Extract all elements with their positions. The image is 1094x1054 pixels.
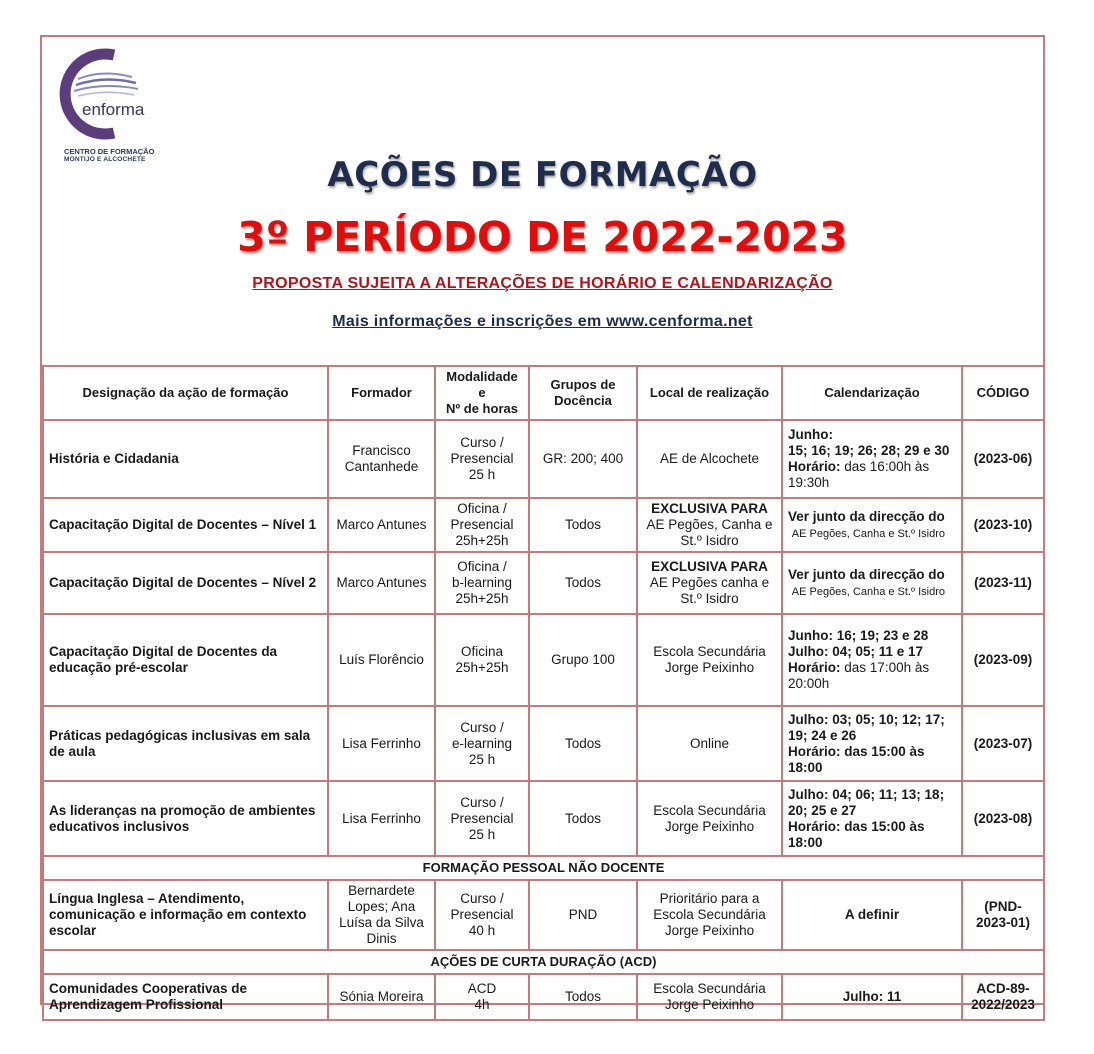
- table-row: [43, 880, 1044, 950]
- info-link[interactable]: Mais informações e inscrições em www.cenforma.net: [332, 313, 753, 330]
- logo-line1: CENTRO DE FORMAÇÃO: [64, 147, 155, 156]
- cell-calendarizacao: Junho: 15; 16; 19; 26; 28; 29 e 30 Horário: das 16:00h às 19:30h: [782, 420, 962, 498]
- logo-brand-text: enforma: [82, 100, 145, 119]
- cell-local: Escola Secundária Jorge Peixinho: [637, 614, 782, 706]
- cell-modalidade: Oficina / Presencial 25h+25h: [435, 498, 529, 552]
- cell-modalidade: Oficina 25h+25h: [435, 614, 529, 706]
- cell-local: Online: [637, 706, 782, 781]
- cell-codigo: (2023-07): [962, 706, 1044, 781]
- training-table: [42, 365, 1045, 1021]
- period-title: 3º PERÍODO DE 2022-2023: [237, 213, 848, 261]
- section-title-acd: AÇÕES DE CURTA DURAÇÃO (ACD): [43, 950, 1044, 974]
- cell-grupos: Todos: [529, 498, 637, 552]
- cell-modalidade: Curso / e-learning 25 h: [435, 706, 529, 781]
- cell-codigo: (2023-11): [962, 552, 1044, 614]
- cell-grupos: Grupo 100: [529, 614, 637, 706]
- cell-modalidade: Oficina / b-learning 25h+25h: [435, 552, 529, 614]
- cell-modalidade: Curso / Presencial 40 h: [435, 880, 529, 950]
- col-modalidade: Modalidade e Nº de horas: [435, 366, 529, 420]
- cell-codigo: (PND-2023-01): [962, 880, 1044, 950]
- cell-calendarizacao: Julho: 03; 05; 10; 12; 17; 19; 24 e 26 Horário: das 15:00 às 18:00: [782, 706, 962, 781]
- document-frame: [40, 35, 1045, 1012]
- cell-codigo: (2023-08): [962, 781, 1044, 856]
- table-row: [43, 552, 1044, 614]
- cell-designacao: Capacitação Digital de Docentes – Nível 1: [43, 498, 328, 552]
- section-row-pnd: [43, 856, 1044, 880]
- col-designacao: Designação da ação de formação: [43, 366, 328, 420]
- cell-codigo: (2023-10): [962, 498, 1044, 552]
- cell-grupos: Todos: [529, 706, 637, 781]
- cell-local: Escola Secundária Jorge Peixinho: [637, 974, 782, 1020]
- cell-calendarizacao: A definir: [782, 880, 962, 950]
- cell-designacao: Língua Inglesa – Atendimento, comunicação e informação em contexto escolar: [43, 880, 328, 950]
- section-title-pnd: FORMAÇÃO PESSOAL NÃO DOCENTE: [43, 856, 1044, 880]
- cell-local: Escola Secundária Jorge Peixinho: [637, 781, 782, 856]
- table-row: [43, 614, 1044, 706]
- logo-line2: MONTIJO E ALCOCHETE: [64, 156, 146, 163]
- cenforma-logo: [52, 45, 155, 163]
- cell-formador: Luís Florêncio: [328, 614, 435, 706]
- cell-formador: Sónia Moreira: [328, 974, 435, 1020]
- cell-designacao: Capacitação Digital de Docentes – Nível 2: [43, 552, 328, 614]
- table-row: [43, 420, 1044, 498]
- header: [42, 37, 1043, 367]
- cell-calendarizacao: Junho: 16; 19; 23 e 28 Julho: 04; 05; 11 e 17 Horário: das 17:00h às 20:00h: [782, 614, 962, 706]
- cell-formador: Marco Antunes: [328, 552, 435, 614]
- cell-formador: Lisa Ferrinho: [328, 781, 435, 856]
- table-row: [43, 706, 1044, 781]
- table-row: [43, 781, 1044, 856]
- cell-formador: Francisco Cantanhede: [328, 420, 435, 498]
- cell-local: AE de Alcochete: [637, 420, 782, 498]
- cell-grupos: Todos: [529, 974, 637, 1020]
- cell-calendarizacao: Julho: 04; 06; 11; 13; 18; 20; 25 e 27 Horário: das 15:00 às 18:00: [782, 781, 962, 856]
- col-calendarizacao: Calendarização: [782, 366, 962, 420]
- notice-text: PROPOSTA SUJEITA A ALTERAÇÕES DE HORÁRIO E CALENDARIZAÇÃO: [252, 275, 833, 292]
- cell-designacao: Comunidades Cooperativas de Aprendizagem Profissional: [43, 974, 328, 1020]
- cell-modalidade: Curso / Presencial 25 h: [435, 420, 529, 498]
- cell-modalidade: Curso / Presencial 25 h: [435, 781, 529, 856]
- cell-grupos: GR: 200; 400: [529, 420, 637, 498]
- cell-calendarizacao: Ver junto da direcção do AE Pegões, Canha e St.º Isidro: [782, 498, 962, 552]
- cell-local: EXCLUSIVA PARA AE Pegões, Canha e St.º Isidro: [637, 498, 782, 552]
- cell-modalidade: ACD 4h: [435, 974, 529, 1020]
- cell-codigo: ACD-89-2022/2023: [962, 974, 1044, 1020]
- section-row-acd: [43, 950, 1044, 974]
- cell-local: EXCLUSIVA PARA AE Pegões canha e St.º Isidro: [637, 552, 782, 614]
- col-grupos: Grupos de Docência: [529, 366, 637, 420]
- cell-grupos: Todos: [529, 552, 637, 614]
- cell-grupos: Todos: [529, 781, 637, 856]
- cell-calendarizacao: Ver junto da direcção do AE Pegões, Canha e St.º Isidro: [782, 552, 962, 614]
- cell-formador: Bernardete Lopes; Ana Luísa da Silva Dinis: [328, 880, 435, 950]
- col-codigo: CÓDIGO: [962, 366, 1044, 420]
- table-header-row: [43, 366, 1044, 420]
- cell-designacao: As lideranças na promoção de ambientes educativos inclusivos: [43, 781, 328, 856]
- col-local: Local de realização: [637, 366, 782, 420]
- page-title: AÇÕES DE FORMAÇÃO: [327, 155, 758, 195]
- cell-calendarizacao: Julho: 11: [782, 974, 962, 1020]
- cell-formador: Marco Antunes: [328, 498, 435, 552]
- cell-codigo: (2023-09): [962, 614, 1044, 706]
- cell-designacao: Práticas pedagógicas inclusivas em sala de aula: [43, 706, 328, 781]
- cell-local: Prioritário para a Escola Secundária Jorge Peixinho: [637, 880, 782, 950]
- table-row: [43, 498, 1044, 552]
- cell-designacao: Capacitação Digital de Docentes da educação pré-escolar: [43, 614, 328, 706]
- cell-codigo: (2023-06): [962, 420, 1044, 498]
- col-formador: Formador: [328, 366, 435, 420]
- cell-formador: Lisa Ferrinho: [328, 706, 435, 781]
- cell-designacao: História e Cidadania: [43, 420, 328, 498]
- cell-grupos: PND: [529, 880, 637, 950]
- table-row: [43, 974, 1044, 1020]
- cenforma-logo-icon: [52, 45, 147, 145]
